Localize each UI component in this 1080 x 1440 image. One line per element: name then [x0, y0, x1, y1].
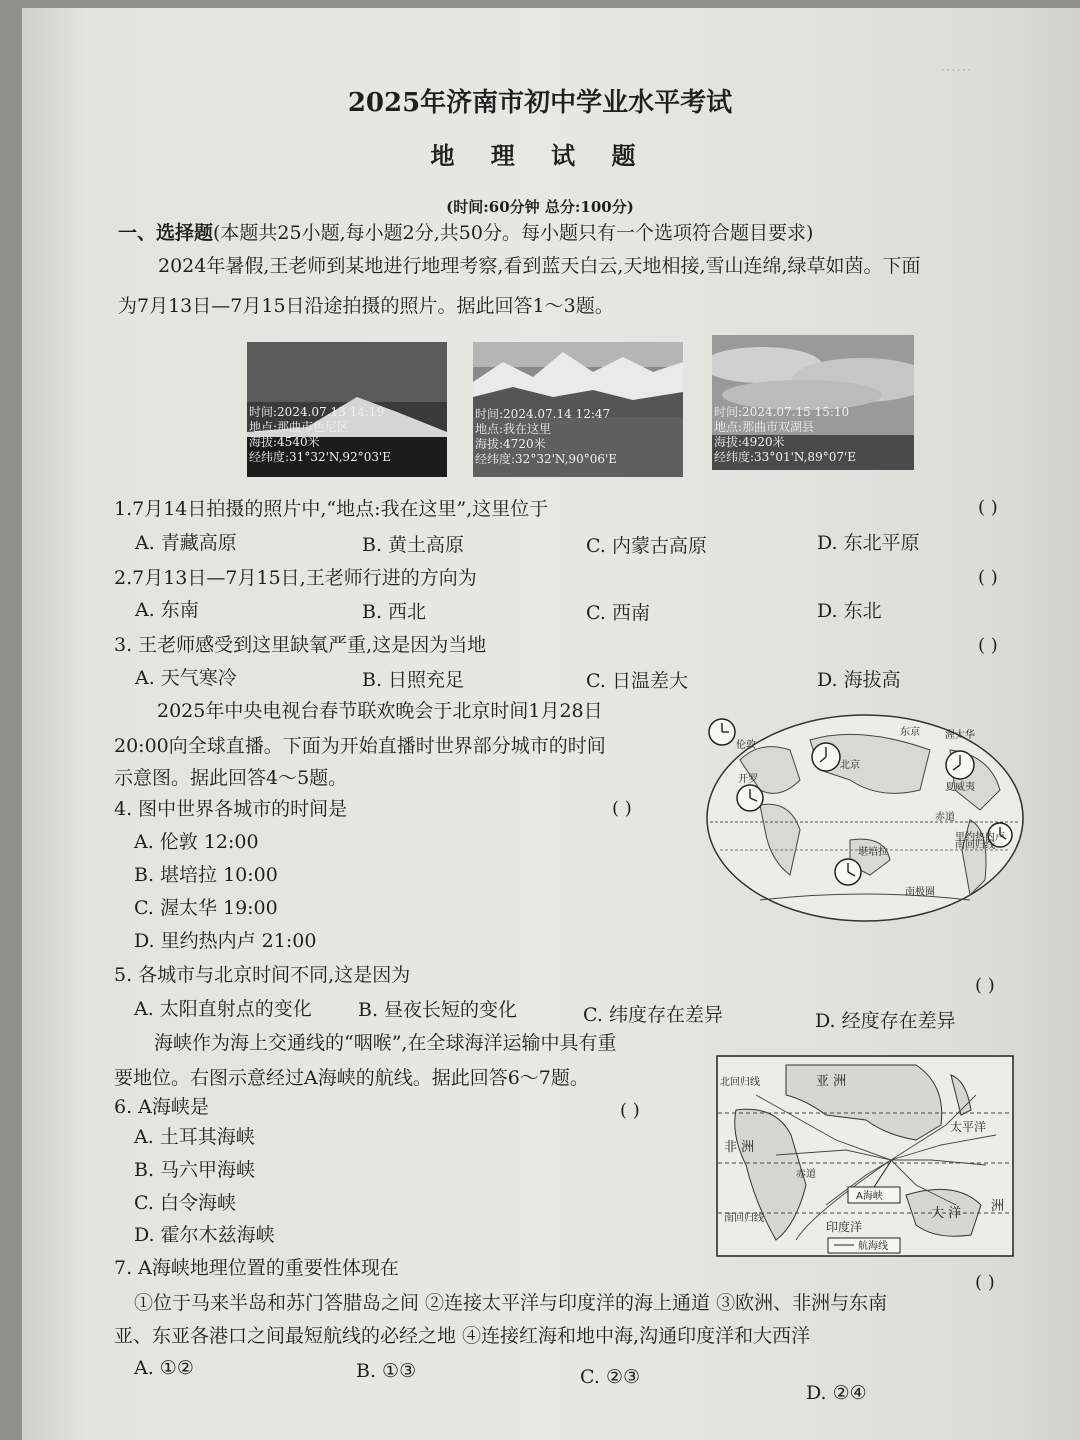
photo-1-place: 地点:那曲市色尼区: [249, 420, 350, 434]
photo-3: [712, 335, 914, 470]
world-map-svg: [700, 710, 1030, 925]
subject-title: 地 理 试 题: [430, 141, 650, 170]
city-tokyo: 东京: [900, 727, 920, 738]
strait-map-svg: [716, 1055, 1016, 1260]
indian-ocean-label: 印度洋: [826, 1220, 863, 1234]
section-heading: [118, 220, 813, 246]
q6-answer-paren[interactable]: ( ): [620, 1100, 640, 1121]
photo-2-time: 时间:2024.07.14 12:47: [475, 407, 611, 421]
photo-1-coord: 经纬度:31°32'N,92°03'E: [249, 450, 392, 464]
photo-3-place: 地点:那曲市双湖县: [714, 420, 815, 434]
photo-1: [247, 342, 447, 477]
strait-label: A海峡: [856, 1191, 883, 1202]
intro1-line2: 为7月13日—7月15日沿途拍摄的照片。据此回答1～3题。: [118, 295, 614, 317]
q2-stem: 2.7月13日—7月15日,王老师行进的方向为: [114, 567, 477, 589]
section-title: 一、选择题: [118, 222, 214, 244]
q7-option-c[interactable]: C. ②③: [580, 1366, 641, 1388]
photo-1-time: 时间:2024.07.13 14:19: [249, 405, 385, 419]
q6-option-d[interactable]: D. 霍尔木兹海峡: [134, 1224, 275, 1246]
section-desc: (本题共25小题,每小题2分,共50分。每小题只有一个选项符合题目要求): [213, 222, 814, 244]
bleed-text: ⋯⋯: [940, 60, 972, 79]
q6-stem: 6. A海峡是: [114, 1096, 209, 1118]
q1-option-c[interactable]: C. 内蒙古高原: [586, 535, 707, 557]
q1-answer-paren[interactable]: ( ): [978, 497, 998, 518]
q1-stem: 1.7月14日拍摄的照片中,“地点:我在这里”,这里位于: [114, 498, 549, 520]
asia-label: 亚 洲: [816, 1074, 847, 1089]
q4-stem: 4. 图中世界各城市的时间是: [114, 798, 348, 820]
q7-answer-paren[interactable]: ( ): [975, 1272, 995, 1293]
q5-answer-paren[interactable]: ( ): [975, 975, 995, 996]
q5-option-a[interactable]: A. 太阳直射点的变化: [134, 998, 312, 1020]
world-time-map: [700, 710, 1030, 929]
q4-option-d[interactable]: D. 里约热内卢 21:00: [134, 930, 317, 952]
north-tropic-label: 北回归线: [720, 1077, 760, 1088]
photo-2-coord: 经纬度:32°32'N,90°06'E: [475, 452, 618, 466]
equator-label: 赤道: [796, 1169, 816, 1180]
q1-option-d[interactable]: D. 东北平原: [817, 532, 920, 554]
q1-option-b[interactable]: B. 黄土高原: [362, 534, 465, 556]
photo-1-alt: 海拔:4540米: [249, 435, 320, 449]
q5-option-b[interactable]: B. 昼夜长短的变化: [358, 999, 518, 1021]
q7-option-b[interactable]: B. ①③: [356, 1360, 417, 1382]
q7-statement-line1: ①位于马来半岛和苏门答腊岛之间 ②连接太平洋与印度洋的海上通道 ③欧洲、非洲与东南: [134, 1292, 888, 1314]
q5-option-c[interactable]: C. 纬度存在差异: [583, 1004, 723, 1026]
q3-option-b[interactable]: B. 日照充足: [362, 669, 465, 691]
africa-label: 非 洲: [724, 1140, 755, 1155]
city-hawaii: 夏威夷: [945, 782, 975, 793]
q3-answer-paren[interactable]: ( ): [978, 635, 998, 656]
pacific-label: 太平洋: [950, 1120, 987, 1134]
exam-title: 2025年济南市初中学业水平考试: [347, 88, 733, 118]
city-canberra: 堪培拉: [858, 847, 888, 858]
photo-3-coord: 经纬度:33°01'N,89°07'E: [714, 450, 857, 464]
legend-route: 航海线: [858, 1241, 888, 1252]
q6-option-c[interactable]: C. 白令海峡: [134, 1192, 236, 1214]
photo-2-place: 地点:我在这里: [475, 422, 552, 436]
label-equator: 赤道: [935, 812, 955, 823]
photo-2: [473, 342, 683, 477]
intro2-line2: 20:00向全球直播。下面为开始直播时世界部分城市的时间: [114, 735, 606, 757]
photo-3-time: 时间:2024.07.15 15:10: [714, 405, 850, 419]
intro3-line2: 要地位。右图示意经过A海峡的航线。据此回答6～7题。: [114, 1067, 589, 1089]
q7-option-d[interactable]: D. ②④: [806, 1382, 867, 1404]
q4-option-c[interactable]: C. 渥太华 19:00: [134, 897, 278, 919]
label-south-tropic: 南回归线: [955, 840, 995, 851]
city-london: 伦敦: [736, 740, 756, 751]
city-cairo: 开罗: [738, 774, 758, 785]
photo-2-alt: 海拔:4720米: [475, 437, 546, 451]
intro2-line1: 2025年中央电视台春节联欢晚会于北京时间1月28日: [157, 700, 603, 722]
city-rio: 里约热内卢: [955, 832, 1005, 843]
intro2-line3: 示意图。据此回答4～5题。: [114, 767, 348, 789]
q1-option-a[interactable]: A. 青藏高原: [135, 532, 237, 554]
q7-stem: 7. A海峡地理位置的重要性体现在: [114, 1257, 399, 1279]
q2-option-c[interactable]: C. 西南: [586, 602, 650, 624]
intro1-line1: 2024年暑假,王老师到某地进行地理考察,看到蓝天白云,天地相接,雪山连绵,绿草如茵。下面: [158, 255, 921, 277]
q6-option-b[interactable]: B. 马六甲海峡: [134, 1159, 256, 1181]
q4-option-b[interactable]: B. 堪培拉 10:00: [134, 864, 278, 886]
q2-option-a[interactable]: A. 东南: [135, 599, 199, 621]
south-tropic-label: 南回归线: [724, 1213, 764, 1224]
q3-stem: 3. 王老师感受到这里缺氧严重,这是因为当地: [114, 634, 487, 656]
q3-option-d[interactable]: D. 海拔高: [817, 669, 901, 691]
strait-route-map: [716, 1055, 1016, 1264]
q4-answer-paren[interactable]: ( ): [612, 798, 632, 819]
q7-option-a[interactable]: A. ①②: [134, 1357, 194, 1379]
city-beijing: 北京: [840, 760, 860, 771]
q3-option-c[interactable]: C. 日温差大: [586, 670, 688, 692]
exam-info: (时间:60分钟 总分:100分): [446, 198, 634, 216]
q5-option-d[interactable]: D. 经度存在差异: [815, 1010, 956, 1032]
q4-option-a[interactable]: A. 伦敦 12:00: [134, 831, 259, 853]
q6-option-a[interactable]: A. 土耳其海峡: [134, 1126, 255, 1148]
intro3-line1: 海峡作为海上交通线的“咽喉”,在全球海洋运输中具有重: [154, 1032, 617, 1054]
q2-answer-paren[interactable]: ( ): [978, 567, 998, 588]
q2-option-d[interactable]: D. 东北: [817, 600, 882, 622]
q2-option-b[interactable]: B. 西北: [362, 601, 427, 623]
city-ottawa: 渥太华: [945, 730, 975, 741]
q5-stem: 5. 各城市与北京时间不同,这是因为: [114, 964, 411, 986]
oceania-label: 大 洋: [931, 1206, 962, 1221]
oceania-label-2: 洲: [991, 1199, 1005, 1214]
q3-option-a[interactable]: A. 天气寒冷: [135, 667, 237, 689]
q7-statement-line2: 亚、东亚各港口之间最短航线的必经之地 ④连接红海和地中海,沟通印度洋和大西洋: [114, 1325, 811, 1347]
photo-3-alt: 海拔:4920米: [714, 435, 785, 449]
label-antarctic: 南极圈: [905, 887, 935, 898]
